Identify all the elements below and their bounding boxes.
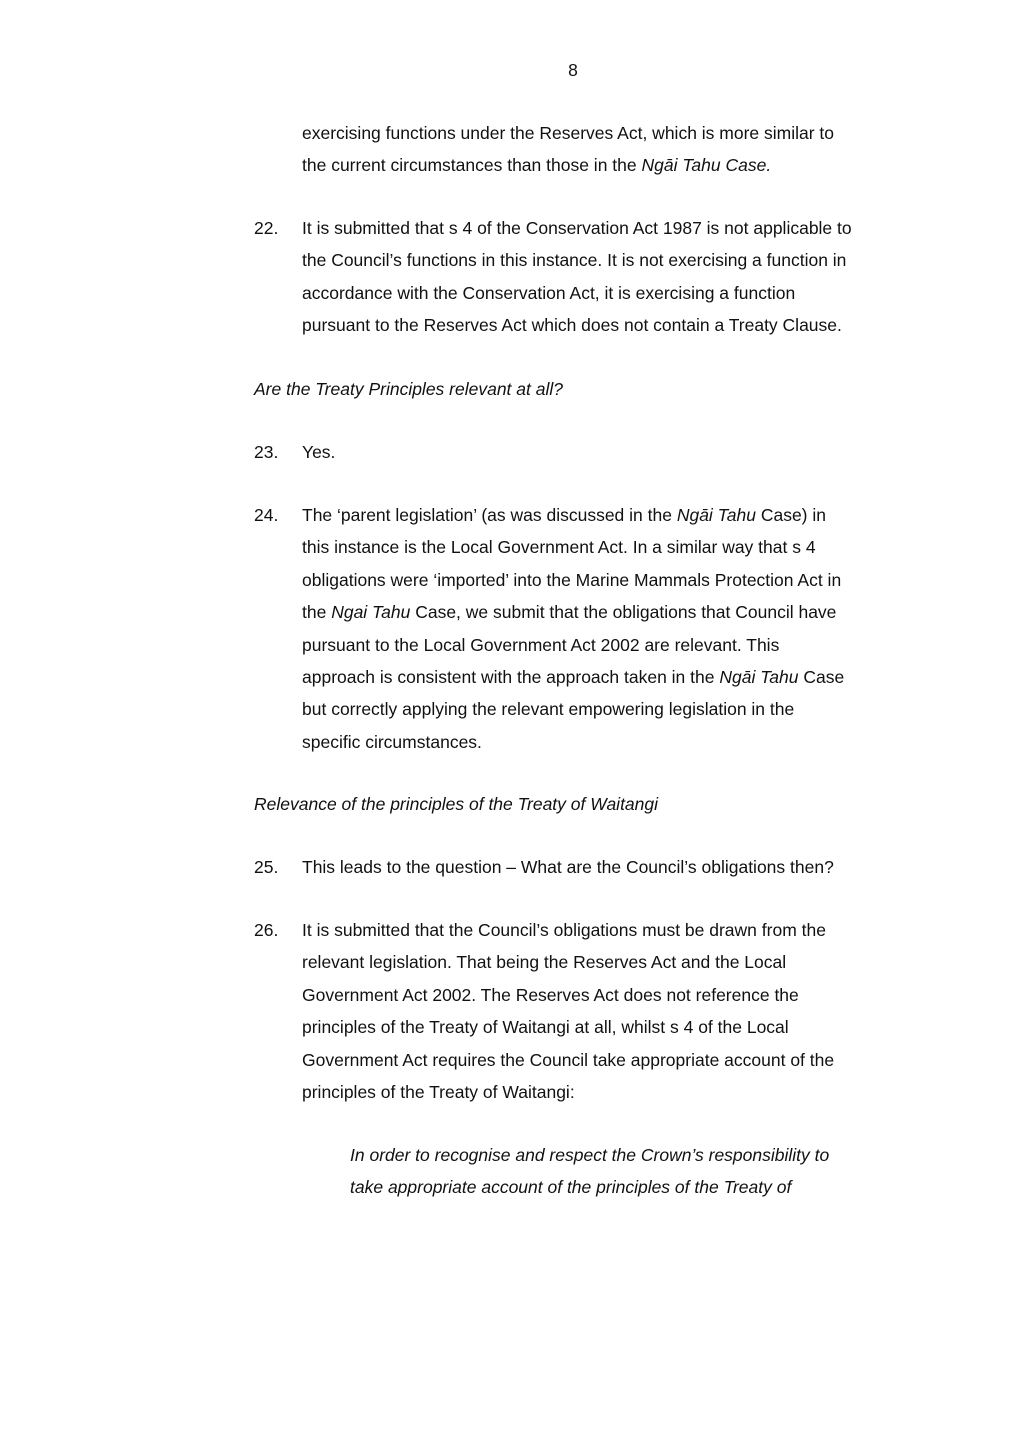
quote-line: In order to recognise and respect the Crown’s responsibility to <box>350 1145 830 1165</box>
block-quote <box>350 1139 910 1204</box>
text-line: exercising functions under the Reserves Act, which is more similar to <box>302 123 835 143</box>
paragraph-number: 26. <box>254 920 279 940</box>
text-line: This leads to the question – What are the Council’s obligations then? <box>302 857 834 877</box>
case-name: Ngāi Tahu <box>676 505 756 525</box>
text-line: the Council’s functions in this instance. It is not exercising a function in <box>302 250 847 271</box>
text-line: relevant legislation. That being the Reserves Act and the Local <box>302 952 787 973</box>
paragraph-number: 25. <box>254 857 279 877</box>
text-line: this instance is the Local Government Act. In a similar way that s 4 <box>302 537 816 558</box>
text-line: The ‘parent legislation’ (as was discussed in the Ngāi Tahu Case) in <box>302 505 826 525</box>
paragraph-number: 22. <box>254 218 279 238</box>
text-line: specific circumstances. <box>302 731 482 752</box>
case-name: Ngāi Tahu Case. <box>641 155 772 176</box>
text-line: principles of the Treaty of Waitangi: <box>302 1081 575 1102</box>
text-line: Government Act requires the Council take appropriate account of the <box>302 1049 835 1070</box>
paragraph-26 <box>302 914 902 1108</box>
text-line: principles of the Treaty of Waitangi at all, whilst s 4 of the Local <box>302 1017 789 1038</box>
paragraph-24 <box>302 499 902 758</box>
text-line: Yes. <box>302 442 336 462</box>
text-line: Government Act 2002. The Reserves Act does not reference the <box>302 984 799 1005</box>
quote-line: take appropriate account of the principles of the Treaty of <box>350 1177 792 1198</box>
continuation-paragraph <box>302 117 902 182</box>
section-heading: Relevance of the principles of the Treaty of Waitangi <box>254 794 659 814</box>
page-number: 8 <box>568 60 578 80</box>
case-name: Ngāi Tahu <box>719 666 799 687</box>
text-line: approach is consistent with the approach taken in the Ngāi Tahu Case <box>302 666 845 687</box>
case-name: Ngai Tahu <box>331 602 411 623</box>
paragraph-22 <box>302 212 902 342</box>
text-line: It is submitted that s 4 of the Conservation Act 1987 is not applicable to <box>302 218 852 238</box>
paragraph-number: 23. <box>254 442 279 462</box>
section-heading: Are the Treaty Principles relevant at all? <box>254 379 563 399</box>
text-line: obligations were ‘imported’ into the Marine Mammals Protection Act in <box>302 569 842 590</box>
text-line: pursuant to the Reserves Act which does not contain a Treaty Clause. <box>302 315 842 336</box>
text-line: the current circumstances than those in the Ngāi Tahu Case. <box>302 155 772 176</box>
text-line: accordance with the Conservation Act, it is exercising a function <box>302 282 796 303</box>
paragraph-23 <box>302 436 902 468</box>
paragraph-25 <box>302 851 902 883</box>
paragraph-number: 24. <box>254 505 279 525</box>
text-line: the Ngai Tahu Case, we submit that the obligations that Council have <box>302 602 837 623</box>
text-line: It is submitted that the Council’s obligations must be drawn from the <box>302 920 826 940</box>
text-line: pursuant to the Local Government Act 2002 are relevant. This <box>302 634 780 655</box>
text-line: but correctly applying the relevant empowering legislation in the <box>302 699 795 720</box>
